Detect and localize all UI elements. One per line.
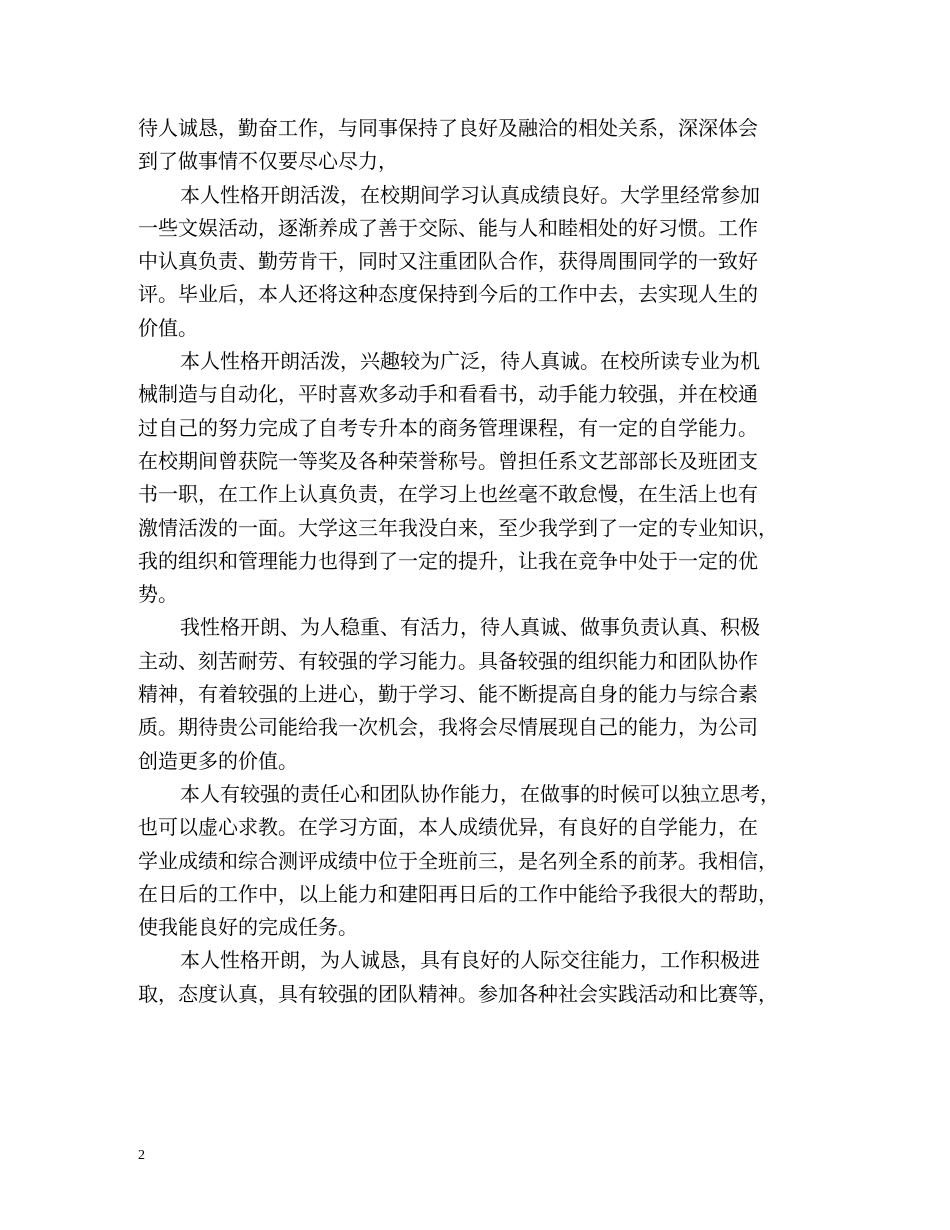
- paragraph-first-line: 本人性格开朗活泼，在校期间学习认真成绩良好。大学里经常参加: [180, 182, 760, 207]
- paragraph-first-line: 本人性格开朗活泼，兴趣较为广泛，待人真诚。在校所读专业为机: [180, 349, 760, 374]
- text-line: 在校期间曾获院一等奖及各种荣誉称号。曾担任系文艺部部长及班团支: [138, 448, 758, 473]
- text-line: 书一职，在工作上认真负责，在学习上也丝毫不敢怠慢，在生活上也有: [138, 482, 758, 507]
- page-number: 2: [138, 1148, 145, 1163]
- paragraph-first-line: 本人性格开朗，为人诚恳，具有良好的人际交往能力，工作积极进: [180, 948, 760, 973]
- text-line: 待人诚恳，勤奋工作，与同事保持了良好及融洽的相处关系，深深体会: [138, 116, 758, 140]
- text-line: 质。期待贵公司能给我一次机会，我将会尽情展现自己的能力，为公司: [138, 715, 758, 740]
- text-line: 过自己的努力完成了自考专升本的商务管理课程，有一定的自学能力。: [138, 415, 758, 440]
- text-line: 主动、刻苦耐劳、有较强的学习能力。具备较强的组织能力和团队协作: [138, 648, 758, 673]
- text-line: 取，态度认真，具有较强的团队精神。参加各种社会实践活动和比赛等，: [138, 981, 778, 1006]
- text-line: 势。: [138, 582, 178, 607]
- text-line: 使我能良好的完成任务。: [138, 915, 358, 940]
- text-line: 也可以虚心求教。在学习方面，本人成绩优异，有良好的自学能力，在: [138, 815, 758, 840]
- text-line: 到了做事情不仅要尽心尽力，: [138, 149, 398, 174]
- text-line: 在日后的工作中，以上能力和建阳再日后的工作中能给予我很大的帮助，: [138, 881, 778, 906]
- paragraph-first-line: 本人有较强的责任心和团队协作能力，在做事的时候可以独立思考，: [180, 781, 780, 806]
- text-line: 学业成绩和综合测评成绩中位于全班前三，是名列全系的前茅。我相信，: [138, 848, 778, 873]
- text-line: 激情活泼的一面。大学这三年我没白来，至少我学到了一定的专业知识，: [138, 515, 778, 540]
- text-line: 中认真负责、勤劳肯干，同时又注重团队合作，获得周围同学的一致好: [138, 249, 758, 274]
- text-line: 械制造与自动化，平时喜欢多动手和看看书，动手能力较强，并在校通: [138, 382, 758, 407]
- document-body: [138, 112, 820, 1011]
- text-line: 评。毕业后，本人还将这种态度保持到今后的工作中去，去实现人生的: [138, 282, 758, 307]
- text-line: 精神，有着较强的上进心，勤于学习、能不断提高自身的能力与综合素: [138, 682, 758, 707]
- text-line: 价值。: [138, 315, 198, 340]
- text-line: 我的组织和管理能力也得到了一定的提升，让我在竞争中处于一定的优: [138, 548, 758, 573]
- paragraph-first-line: 我性格开朗、为人稳重、有活力，待人真诚、做事负责认真、积极: [180, 615, 760, 640]
- text-line: 创造更多的价值。: [138, 748, 298, 773]
- text-line: 一些文娱活动，逐渐养成了善于交际、能与人和睦相处的好习惯。工作: [138, 215, 758, 240]
